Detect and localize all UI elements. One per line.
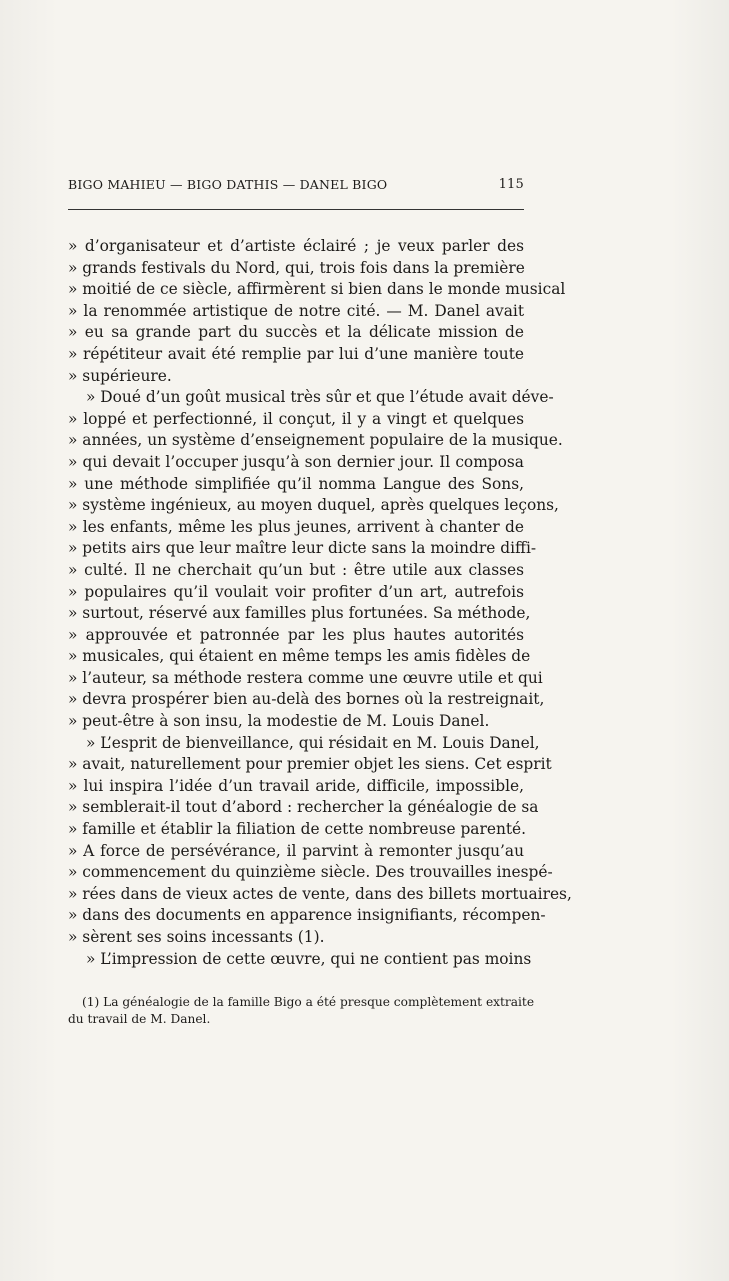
text-line: » loppé et perfectionné, il conçut, il y a vingt et quelques bbox=[68, 409, 524, 428]
text-line: » avait, naturellement pour premier objet les siens. Cet esprit bbox=[68, 755, 552, 774]
text-line: » famille et établir la filiation de cette nombreuse parenté. bbox=[68, 820, 527, 839]
footnote bbox=[68, 994, 535, 1028]
text-line: » lui inspira l’idée d’un travail aride, difficile, impossible, bbox=[68, 776, 524, 795]
text-line: » répétiteur avait été remplie par lui d’une manière toute bbox=[68, 344, 524, 363]
text-line: » d’organisateur et d’artiste éclairé ; je veux parler des bbox=[68, 237, 524, 255]
text-line: » qui devait l’occuper jusqu’à son dernier jour. Il composa bbox=[68, 452, 524, 471]
text-line: » une méthode simplifiée qu’il nomma Langue des Sons, bbox=[68, 474, 524, 493]
text-line: » musicales, qui étaient en même temps les amis fidèles de bbox=[68, 647, 531, 666]
text-line: » supérieure. bbox=[68, 366, 172, 385]
text-line: » dans des documents en apparence insignifiants, récompen- bbox=[68, 906, 546, 925]
text-line: » petits airs que leur maître leur dicte sans la moindre diffi- bbox=[68, 539, 537, 558]
text-line: » A force de persévérance, il parvint à remonter jusqu’au bbox=[68, 841, 524, 860]
running-header bbox=[68, 177, 524, 192]
text-line: » approuvée et patronnée par les plus hautes autorités bbox=[68, 625, 524, 644]
text-line: » surtout, réservé aux familles plus fortunées. Sa méthode, bbox=[68, 604, 531, 623]
body-text bbox=[68, 236, 572, 970]
text-line: » peut-être à son insu, la modestie de M. Louis Danel. bbox=[68, 712, 490, 731]
text-line: » semblerait-il tout d’abord : rechercher la généalogie de sa bbox=[68, 798, 539, 817]
text-line: » système ingénieux, au moyen duquel, après quelques leçons, bbox=[68, 496, 559, 515]
text-line: » rées dans de vieux actes de vente, dans des billets mortuaires, bbox=[68, 884, 572, 903]
text-line: » culté. Il ne cherchait qu’un but : être utile aux classes bbox=[68, 560, 524, 579]
text-line: » L’esprit de bienveillance, qui résidait en M. Louis Danel, bbox=[86, 733, 540, 752]
page-number: 115 bbox=[498, 177, 524, 192]
text-line: » moitié de ce siècle, affirmèrent si bien dans le monde musical bbox=[68, 280, 566, 299]
text-line: » sèrent ses soins incessants (1). bbox=[68, 928, 325, 946]
footnote-line: (1) La généalogie de la famille Bigo a été presque complètement extraite bbox=[82, 995, 535, 1009]
text-line: » populaires qu’il voulait voir profiter d’un art, autrefois bbox=[68, 582, 524, 601]
text-line: » commencement du quinzième siècle. Des trouvailles inespé- bbox=[68, 863, 553, 882]
text-line: » L’impression de cette œuvre, qui ne contient pas moins bbox=[86, 949, 532, 968]
text-line: » eu sa grande part du succès et la délicate mission de bbox=[68, 323, 524, 342]
text-line: » grands festivals du Nord, qui, trois fois dans la première bbox=[68, 258, 525, 277]
text-line: » les enfants, même les plus jeunes, arrivent à chanter de bbox=[68, 517, 524, 536]
text-line: » devra prospérer bien au-delà des bornes où la restreignait, bbox=[68, 690, 545, 709]
text-line: » années, un système d’enseignement populaire de la musique. bbox=[68, 431, 563, 450]
text-line: » l’auteur, sa méthode restera comme une œuvre utile et qui bbox=[68, 668, 543, 687]
header-rule bbox=[68, 209, 524, 210]
text-line: » Doué d’un goût musical très sûr et que l’étude avait déve- bbox=[86, 388, 554, 407]
running-title: BIGO MAHIEU — BIGO DATHIS — DANEL BIGO bbox=[68, 177, 388, 192]
footnote-line: du travail de M. Danel. bbox=[68, 1012, 211, 1026]
text-line: » la renommée artistique de notre cité. — M. Danel avait bbox=[68, 301, 524, 320]
